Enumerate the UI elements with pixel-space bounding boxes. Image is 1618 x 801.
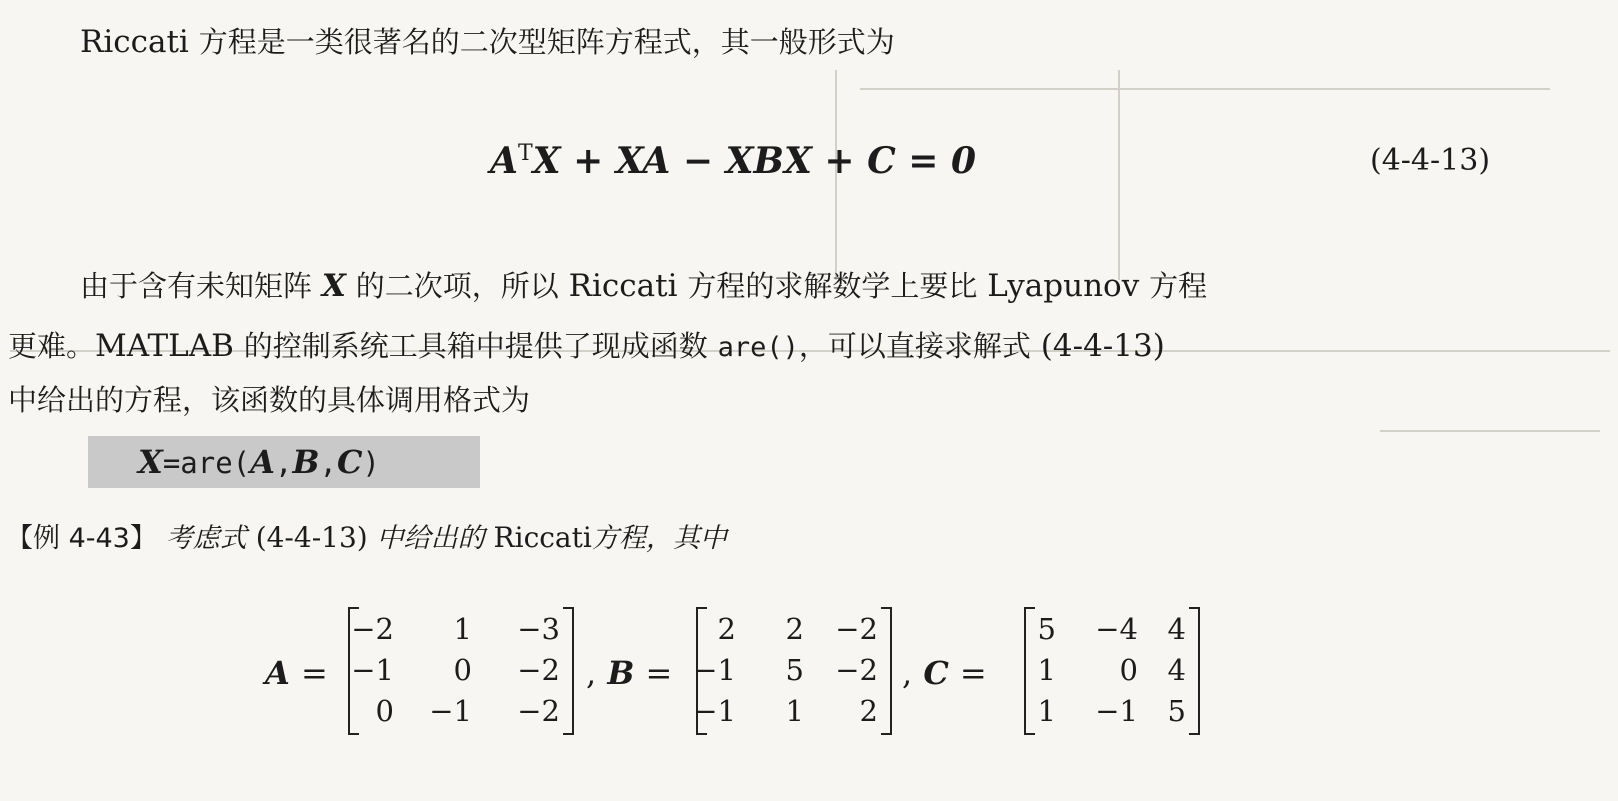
example-heading [6, 518, 727, 559]
para2-line2 [8, 326, 1165, 368]
equation-number: (4-4-13) [1370, 143, 1491, 178]
example-text: 方程，其中 [591, 523, 727, 554]
matrix-b-cell: −1 [693, 653, 736, 687]
matrix-c [1024, 607, 1200, 735]
bracket-right [881, 607, 892, 735]
equals-sign: = [300, 654, 328, 692]
code-x: X [138, 443, 163, 481]
riccati-equation [490, 140, 976, 182]
code-c: C [336, 443, 363, 481]
code-b: B [292, 443, 320, 481]
eq-term-a: A [490, 140, 518, 182]
matrix-b-cell: 5 [785, 653, 804, 687]
matrix-c-cell: 1 [1037, 694, 1056, 728]
code-a: A [250, 443, 275, 481]
matlab-word: MATLAB [95, 328, 234, 364]
matrix-a-cell: 0 [375, 694, 394, 728]
matrix-b [693, 607, 892, 735]
separator-comma: , [586, 654, 597, 692]
matrix-a-cell: −2 [351, 612, 394, 646]
equation-reference: (4-4-13) [1040, 328, 1165, 364]
example-text: 中给出的 [376, 523, 485, 554]
example-text: 考虑式 [165, 523, 247, 554]
matrix-c-cell: 5 [1037, 612, 1056, 646]
bleed-vertical-line [1118, 70, 1120, 280]
matrix-a-cell: 0 [453, 653, 472, 687]
matrix-b-cell: 2 [717, 612, 736, 646]
matrix-b-cell: 2 [785, 612, 804, 646]
matrix-c-cell: 0 [1119, 653, 1138, 687]
bleed-horizontal-line [1380, 430, 1600, 432]
matrix-a-cell: −1 [429, 694, 472, 728]
eq-transpose: T [517, 141, 533, 166]
bleed-horizontal-line [860, 88, 1550, 90]
matrix-b-cell: −1 [693, 694, 736, 728]
code-comma: , [274, 446, 293, 480]
matrix-a-cell: −3 [517, 612, 560, 646]
matrix-b-cell: 1 [785, 694, 804, 728]
example-reference: (4-4-13) [255, 521, 368, 554]
para2-text: 由于含有未知矩阵 [80, 269, 313, 303]
equals-sign: = [645, 654, 673, 692]
para2-text: 更难。 [8, 329, 96, 363]
matrix-b-cell: −2 [835, 612, 878, 646]
para2-text: 的二次项，所以 [355, 269, 559, 303]
riccati-word: Riccati [493, 521, 592, 554]
eq-rest: X + XA − XBX + C = 0 [532, 140, 977, 182]
matrix-c-cell: 4 [1167, 653, 1186, 687]
bracket-right [563, 607, 574, 735]
matrix-a-cell: −1 [351, 653, 394, 687]
intro-line [80, 22, 895, 62]
matrix-a-name: A [265, 654, 290, 692]
matrix-a-cell: −2 [517, 694, 560, 728]
syntax-box [88, 436, 480, 488]
matrix-b-cell: 2 [859, 694, 878, 728]
code-comma: , [319, 446, 337, 480]
matrix-a-cell: −2 [517, 653, 560, 687]
matrix-c-cell: −4 [1095, 612, 1138, 646]
matrix-c-name: C [923, 654, 949, 692]
para2-line3 [8, 380, 530, 420]
matrix-b-label [586, 654, 672, 692]
code-close: ) [362, 446, 380, 480]
equals-sign: = [959, 654, 987, 692]
para2-text: 的控制系统工具箱中提供了现成函数 [243, 329, 708, 363]
intro-text: 方程是一类很著名的二次型矩阵方程式，其一般形式为 [198, 25, 895, 59]
matrix-x-symbol: X [321, 268, 346, 304]
matrix-a-label [265, 654, 328, 692]
para2-text: 中给出的方程，该函数的具体调用格式为 [8, 383, 531, 417]
example-label: 【例 4-43】 [6, 523, 157, 554]
separator-comma: , [902, 654, 913, 692]
are-function: are() [717, 332, 799, 363]
para2-text: ，可以直接求解式 [798, 329, 1031, 363]
code-are: =are( [162, 446, 251, 480]
matrix-a [348, 607, 574, 735]
matrix-c-cell: 4 [1167, 612, 1186, 646]
para2-text: 方程 [1149, 269, 1208, 303]
matrix-c-cell: −1 [1095, 694, 1138, 728]
bracket-left [1024, 607, 1035, 735]
matrix-c-cell: 1 [1037, 653, 1056, 687]
riccati-word: Riccati [568, 268, 678, 304]
bracket-right [1189, 607, 1200, 735]
matrix-c-label [902, 654, 987, 692]
matrix-a-cell: 1 [453, 612, 472, 646]
riccati-word: Riccati [80, 24, 189, 60]
lyapunov-word: Lyapunov [987, 268, 1140, 304]
para2-line1 [80, 266, 1207, 306]
matrix-b-name: B [607, 654, 635, 692]
para2-text: 方程的求解数学上要比 [687, 269, 978, 303]
matrix-c-cell: 5 [1167, 694, 1186, 728]
matrix-b-cell: −2 [835, 653, 878, 687]
